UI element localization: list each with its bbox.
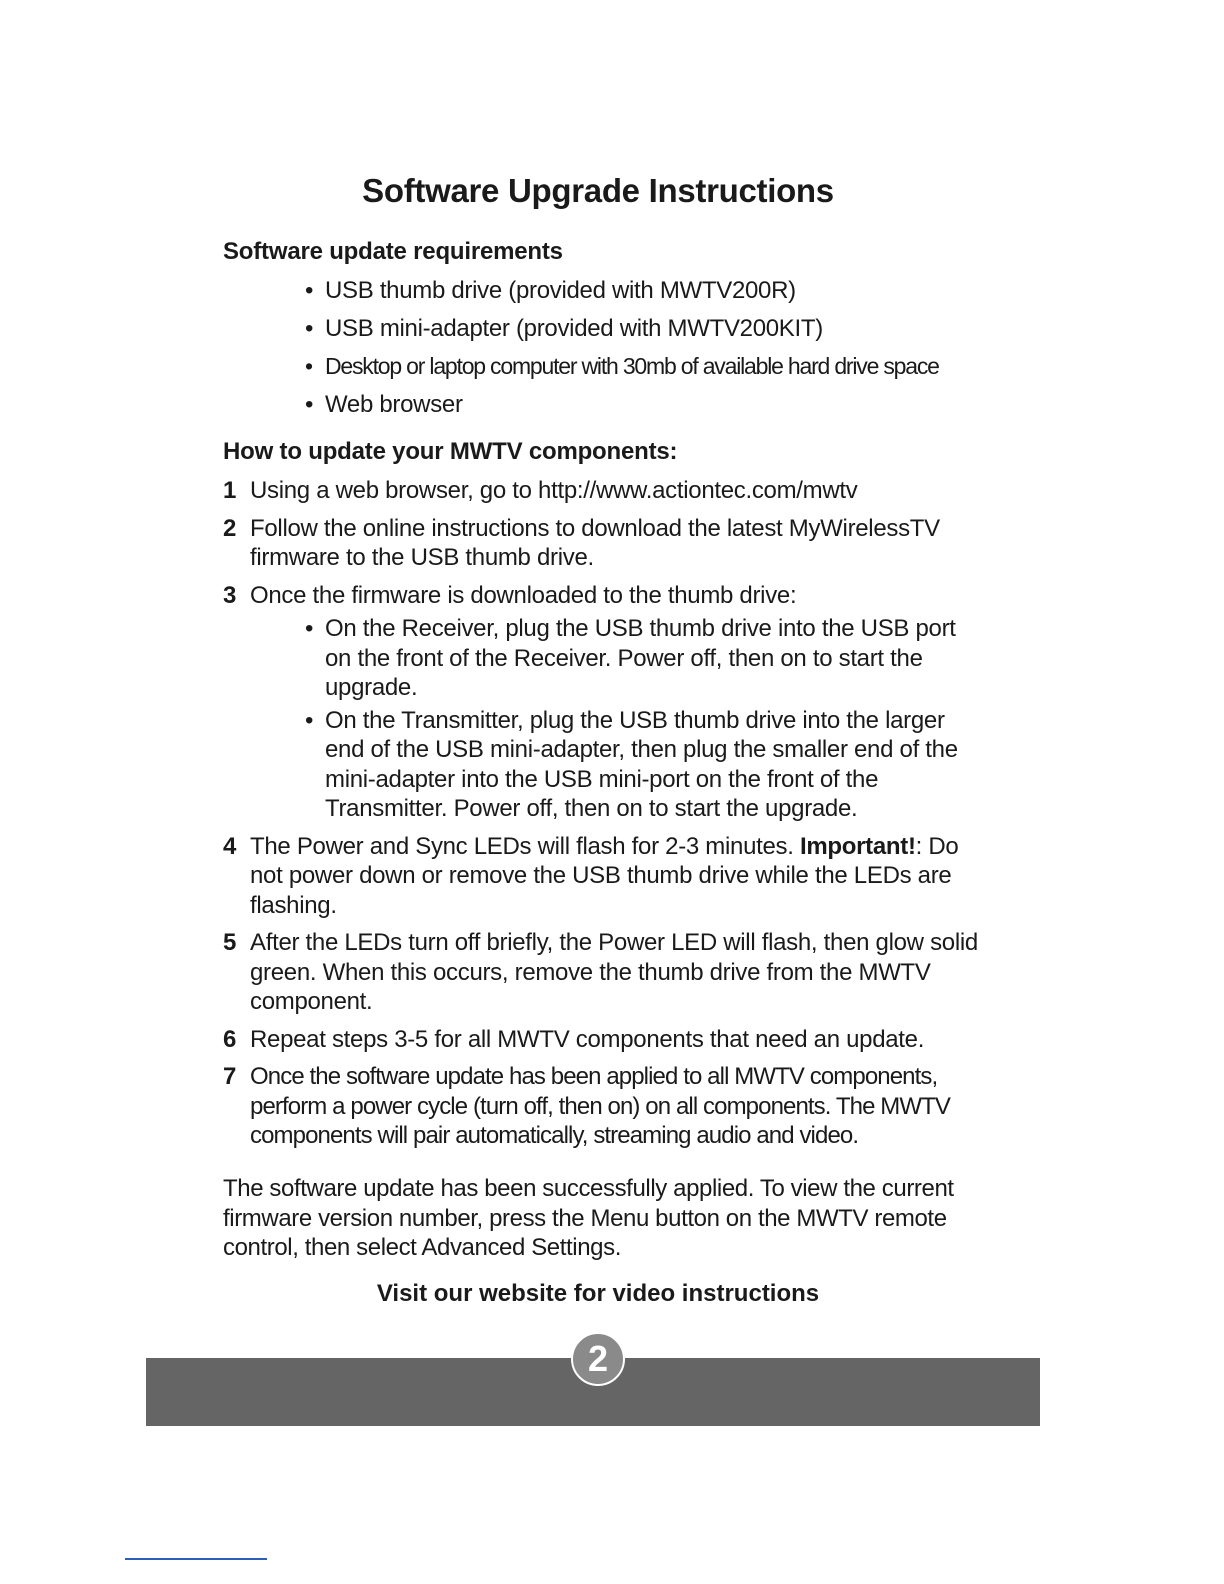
step-text: Once the software update has been applied to all MWTV components, perform a power cycle (turn off, then on) on all components. The MWTV components will pair automatically, streaming audio and video. <box>250 1063 951 1149</box>
list-item <box>303 352 939 390</box>
step-text: Repeat steps 3-5 for all MWTV components that need an update. <box>250 1025 925 1053</box>
list-item <box>303 614 983 703</box>
step-number: 1 <box>223 477 237 504</box>
requirement-text: USB thumb drive (provided with MWTV200R) <box>325 277 796 304</box>
step-item <box>223 832 983 921</box>
list-item <box>303 706 983 824</box>
bullet-icon: • <box>305 315 314 342</box>
step-number: 2 <box>223 514 237 542</box>
step-item <box>223 928 983 1017</box>
footnote-divider <box>125 1558 267 1560</box>
list-item <box>303 276 939 314</box>
step-text: Follow the online instructions to download the latest MyWirelessTV firmware to the USB thumb drive. <box>250 514 940 571</box>
requirements-list <box>303 276 939 428</box>
page-title: Software Upgrade Instructions <box>362 172 834 209</box>
bullet-icon: • <box>305 615 314 642</box>
step-sub-list <box>303 614 983 824</box>
sub-step-text: On the Transmitter, plug the USB thumb drive into the larger end of the USB mini-adapter, then plug the smaller end of the mini-adapter into the USB mini-port on the front of the Transmitter. Power off, then on to start the upgrade. <box>325 706 958 822</box>
bullet-icon: • <box>305 277 314 304</box>
step-item <box>223 581 983 824</box>
step-number: 3 <box>223 581 237 609</box>
summary-paragraph: The software update has been successfully applied. To view the current firmware version number, press the Menu button on the MWTV remote control, then select Advanced Settings. <box>223 1175 954 1261</box>
step-item <box>223 514 983 573</box>
step-number: 5 <box>223 929 237 956</box>
step-text: The Power and Sync LEDs will flash for 2-3 minutes. <box>250 832 794 860</box>
requirement-text: Desktop or laptop computer with 30mb of available hard drive space <box>325 353 939 379</box>
visit-website-link[interactable]: Visit our website for video instructions <box>376 1280 820 1307</box>
step-text: After the LEDs turn off briefly, the Power LED will flash, then glow solid green. When this occurs, remove the thumb drive from the MWTV component. <box>250 929 978 1015</box>
bullet-icon: • <box>305 706 314 734</box>
step-item <box>223 1062 983 1151</box>
step-text-continued: : Do not power down or remove the USB thumb drive while the LEDs are flashing. <box>250 832 959 919</box>
step-item <box>223 476 983 506</box>
steps-list <box>223 476 983 1159</box>
important-label: Important! <box>799 832 916 860</box>
list-item <box>303 314 939 352</box>
howto-heading: How to update your MWTV components: <box>223 438 678 465</box>
step-number: 6 <box>223 1025 237 1053</box>
step-item <box>223 1025 983 1055</box>
requirement-text: Web browser <box>325 391 463 418</box>
step-number: 7 <box>223 1063 236 1090</box>
requirement-text: USB mini-adapter (provided with MWTV200KIT) <box>325 315 823 342</box>
step-text: Once the firmware is downloaded to the thumb drive: <box>250 581 797 609</box>
list-item <box>303 390 939 428</box>
step-text: Using a web browser, go to http://www.actiontec.com/mwtv <box>250 477 858 504</box>
bullet-icon: • <box>305 391 314 418</box>
bullet-icon: • <box>305 353 312 379</box>
page-number-badge: 2 <box>571 1332 625 1386</box>
requirements-heading: Software update requirements <box>223 238 563 265</box>
sub-step-text: On the Receiver, plug the USB thumb drive into the USB port on the front of the Receiver. Power off, then on to start the upgrade. <box>325 615 956 701</box>
step-number: 4 <box>223 832 237 860</box>
